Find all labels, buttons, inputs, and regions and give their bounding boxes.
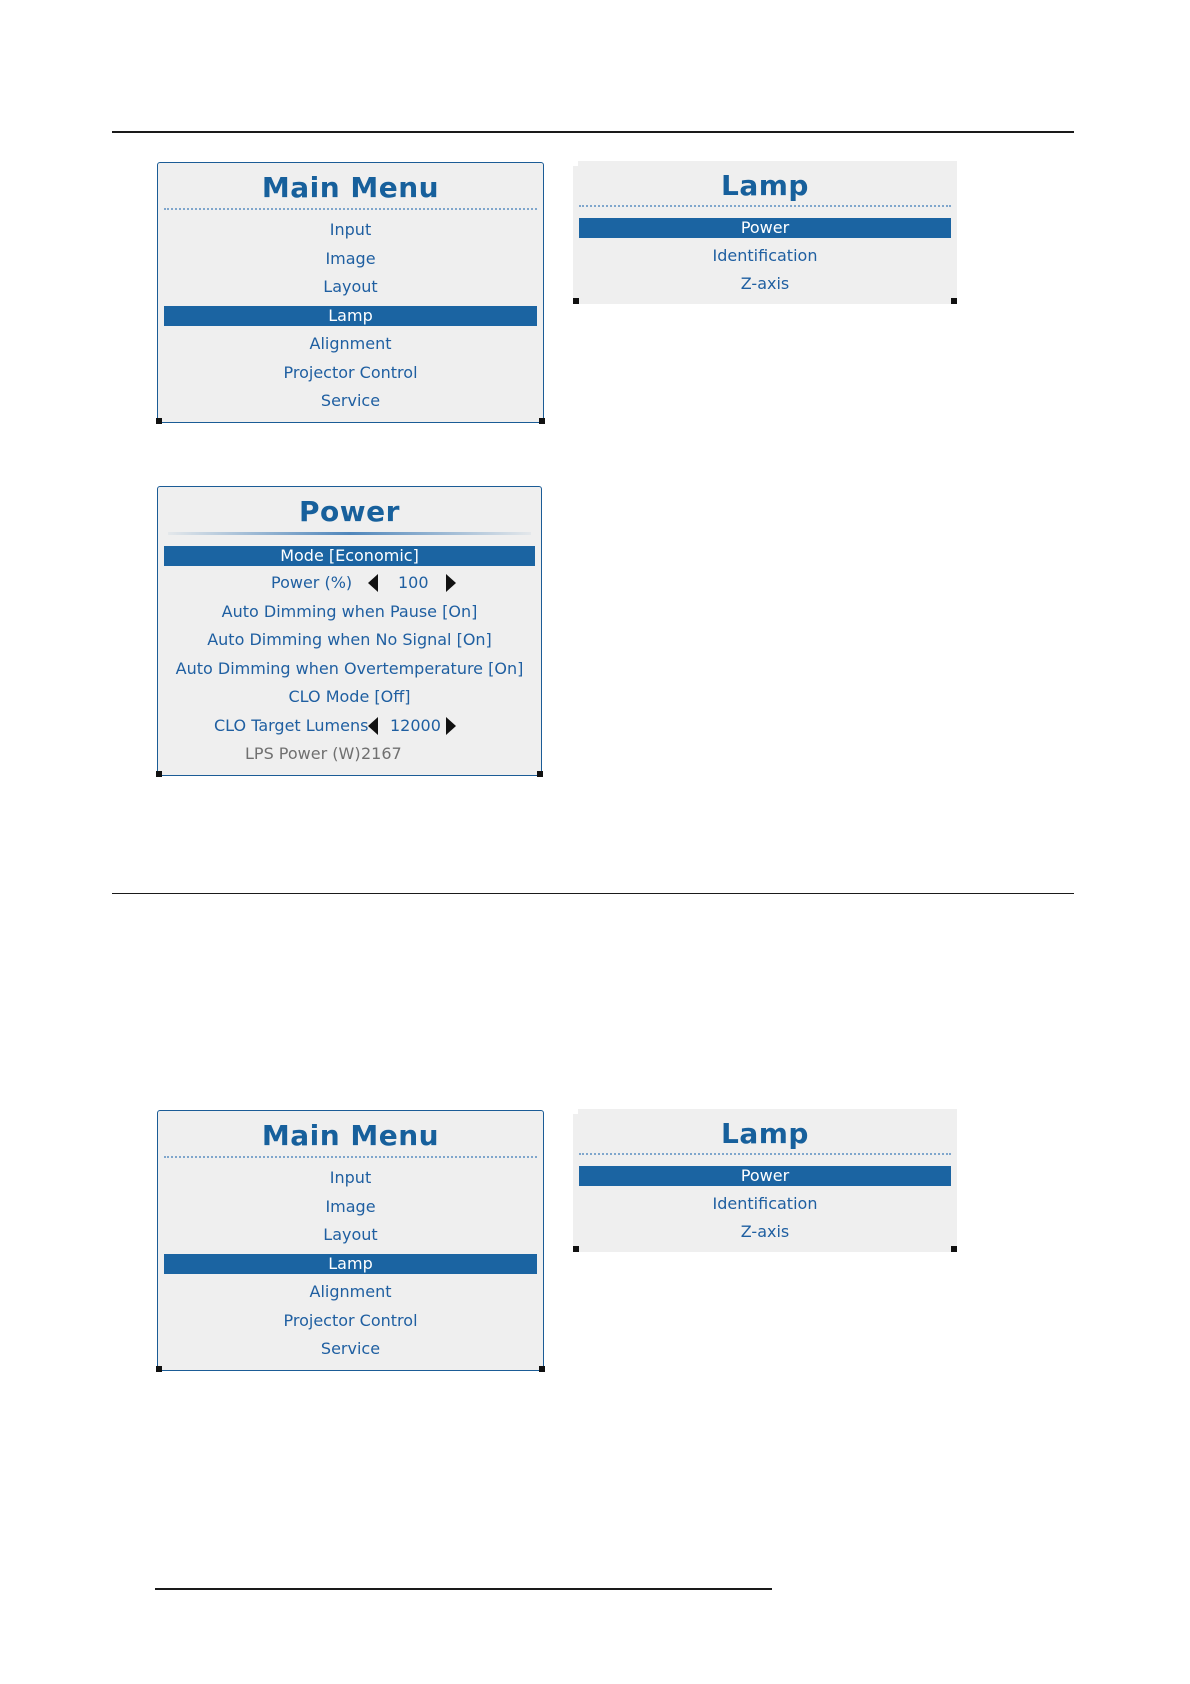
main-menu-title: Main Menu bbox=[261, 1119, 440, 1152]
title-separator bbox=[579, 205, 951, 207]
lamp-item-power[interactable]: Power bbox=[579, 218, 951, 238]
title-separator bbox=[164, 1156, 537, 1158]
menu-item-service[interactable]: Service bbox=[320, 1339, 381, 1358]
panel-corner bbox=[539, 1366, 545, 1372]
menu-item-service[interactable]: Service bbox=[320, 391, 381, 410]
increase-arrow-icon[interactable] bbox=[446, 574, 456, 592]
menu-item-alignment[interactable]: Alignment bbox=[309, 334, 392, 353]
power-percent-value[interactable]: 100 bbox=[398, 573, 429, 592]
lamp-item-identification[interactable]: Identification bbox=[712, 1194, 818, 1213]
power-item-mode[interactable]: Mode [Economic] bbox=[164, 546, 535, 566]
lamp-item-power[interactable]: Power bbox=[579, 1166, 951, 1186]
clo-target-value[interactable]: 12000 bbox=[390, 716, 441, 735]
top-rule bbox=[112, 131, 1074, 133]
lamp-menu-title: Lamp bbox=[721, 1117, 809, 1150]
menu-item-projector-control[interactable]: Projector Control bbox=[283, 1311, 418, 1330]
menu-item-lamp[interactable]: Lamp bbox=[164, 1254, 537, 1274]
panel-corner bbox=[156, 1366, 162, 1372]
lps-power-label: LPS Power (W) bbox=[245, 744, 361, 763]
menu-item-input[interactable]: Input bbox=[329, 1168, 372, 1187]
panel-corner bbox=[951, 298, 957, 304]
section-rule bbox=[112, 893, 1074, 894]
lps-power-value: 2167 bbox=[361, 744, 402, 763]
lamp-item-identification[interactable]: Identification bbox=[712, 246, 818, 265]
power-item-dim-overtemp[interactable]: Auto Dimming when Overtemperature [On] bbox=[175, 659, 524, 678]
lamp-menu-panel bbox=[573, 1109, 957, 1252]
decrease-arrow-icon[interactable] bbox=[368, 717, 378, 735]
lamp-item-z-axis[interactable]: Z-axis bbox=[740, 1222, 790, 1241]
clo-target-label: CLO Target Lumens bbox=[214, 716, 369, 735]
menu-item-image[interactable]: Image bbox=[325, 1197, 376, 1216]
power-menu-title: Power bbox=[299, 495, 400, 528]
menu-item-projector-control[interactable]: Projector Control bbox=[283, 363, 418, 382]
power-item-clo-mode[interactable]: CLO Mode [Off] bbox=[288, 687, 411, 706]
power-menu-panel bbox=[157, 486, 542, 776]
lamp-menu-panel bbox=[573, 161, 957, 304]
power-item-dim-no-signal[interactable]: Auto Dimming when No Signal [On] bbox=[207, 630, 492, 649]
panel-corner bbox=[539, 418, 545, 424]
footer-rule bbox=[155, 1588, 772, 1590]
title-separator bbox=[579, 1153, 951, 1155]
panel-corner bbox=[573, 1246, 579, 1252]
decrease-arrow-icon[interactable] bbox=[368, 574, 378, 592]
menu-item-alignment[interactable]: Alignment bbox=[309, 1282, 392, 1301]
menu-item-layout[interactable]: Layout bbox=[323, 1225, 378, 1244]
menu-item-input[interactable]: Input bbox=[329, 220, 372, 239]
menu-item-layout[interactable]: Layout bbox=[323, 277, 378, 296]
main-menu-title: Main Menu bbox=[261, 171, 440, 204]
title-separator bbox=[168, 532, 531, 535]
main-menu-panel bbox=[157, 162, 544, 423]
panel-corner bbox=[951, 1246, 957, 1252]
power-percent-label: Power (%) bbox=[271, 573, 353, 592]
lamp-item-z-axis[interactable]: Z-axis bbox=[740, 274, 790, 293]
menu-item-image[interactable]: Image bbox=[325, 249, 376, 268]
increase-arrow-icon[interactable] bbox=[446, 717, 456, 735]
power-item-dim-pause[interactable]: Auto Dimming when Pause [On] bbox=[221, 602, 478, 621]
main-menu-panel bbox=[157, 1110, 544, 1371]
panel-corner bbox=[156, 771, 162, 777]
lamp-menu-title: Lamp bbox=[721, 169, 809, 202]
menu-item-lamp[interactable]: Lamp bbox=[164, 306, 537, 326]
title-separator bbox=[164, 208, 537, 210]
panel-corner bbox=[573, 298, 579, 304]
panel-corner bbox=[156, 418, 162, 424]
panel-corner bbox=[537, 771, 543, 777]
